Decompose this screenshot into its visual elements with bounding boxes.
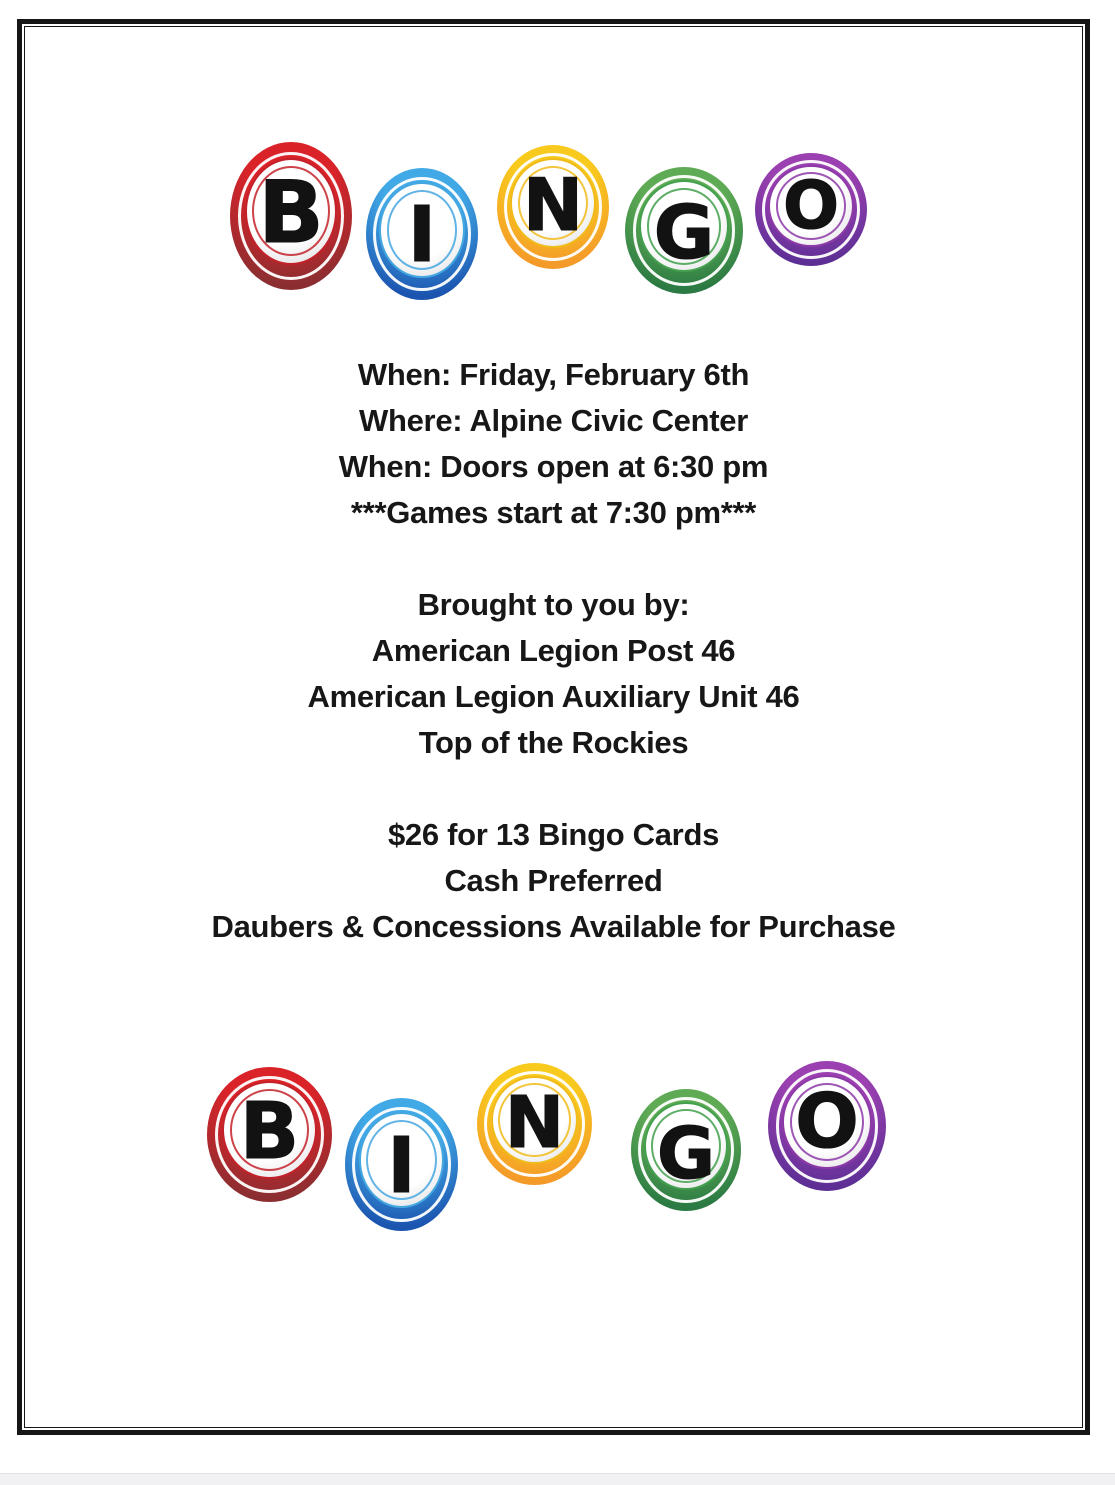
bingo-ball-n-yellow xyxy=(497,145,609,269)
bingo-ball-b-red xyxy=(230,142,352,290)
ball-face xyxy=(245,158,338,265)
bingo-ball-i-blue xyxy=(366,168,478,300)
flyer-text-line: American Legion Post 46 xyxy=(371,633,736,668)
bingo-letter-n: N xyxy=(504,1080,565,1164)
page-edge-strip xyxy=(0,1473,1115,1485)
flyer-text-line: Top of the Rockies xyxy=(418,725,689,760)
pricing-block xyxy=(0,812,1107,950)
flyer-text-line: Daubers & Concessions Available for Purchase xyxy=(211,909,896,944)
bingo-ball-n-yellow xyxy=(477,1063,592,1185)
ball-face xyxy=(359,1112,445,1211)
ball-face xyxy=(782,1075,872,1169)
ball-face xyxy=(222,1081,317,1179)
bingo-letter-b: B xyxy=(258,163,324,264)
flyer-text-line: Cash Preferred xyxy=(444,863,663,898)
flyer-text-line: When: Friday, February 6th xyxy=(357,357,750,392)
bingo-letter-i: I xyxy=(407,191,437,281)
flyer-text-line: Where: Alpine Civic Center xyxy=(359,403,748,438)
bingo-ball-b-red xyxy=(207,1067,332,1202)
bingo-ball-g-green xyxy=(631,1089,741,1211)
flyer-text-line: When: Doors open at 6:30 pm xyxy=(338,449,769,484)
ball-face xyxy=(491,1076,578,1164)
ball-face xyxy=(768,165,853,247)
flyer-text-line: American Legion Auxiliary Unit 46 xyxy=(307,679,800,714)
flyer-text-line: $26 for 13 Bingo Cards xyxy=(387,817,720,852)
bingo-letter-o: O xyxy=(782,166,840,244)
flyer-text-line: ***Games start at 7:30 pm*** xyxy=(350,495,757,530)
flyer-text xyxy=(0,352,1107,950)
flyer-text-line: Brought to you by: xyxy=(417,587,690,622)
bingo-letter-o: O xyxy=(795,1077,859,1166)
bingo-letter-b: B xyxy=(239,1087,300,1178)
ball-face xyxy=(379,182,464,281)
bingo-letter-g: G xyxy=(656,1111,716,1195)
sponsors-block xyxy=(0,582,1107,766)
bingo-letter-n: N xyxy=(522,162,584,247)
ball-face xyxy=(644,1102,728,1195)
event-details-block xyxy=(0,352,1107,536)
bingo-ball-o-purple xyxy=(768,1061,886,1191)
bingo-ball-g-green xyxy=(625,167,743,294)
ball-face xyxy=(510,158,595,248)
ball-face xyxy=(639,180,729,277)
bingo-ball-i-blue xyxy=(345,1098,458,1231)
bingo-ball-o-purple xyxy=(755,153,867,266)
bingo-letter-g: G xyxy=(653,190,715,277)
bingo-letter-i: I xyxy=(387,1121,416,1211)
